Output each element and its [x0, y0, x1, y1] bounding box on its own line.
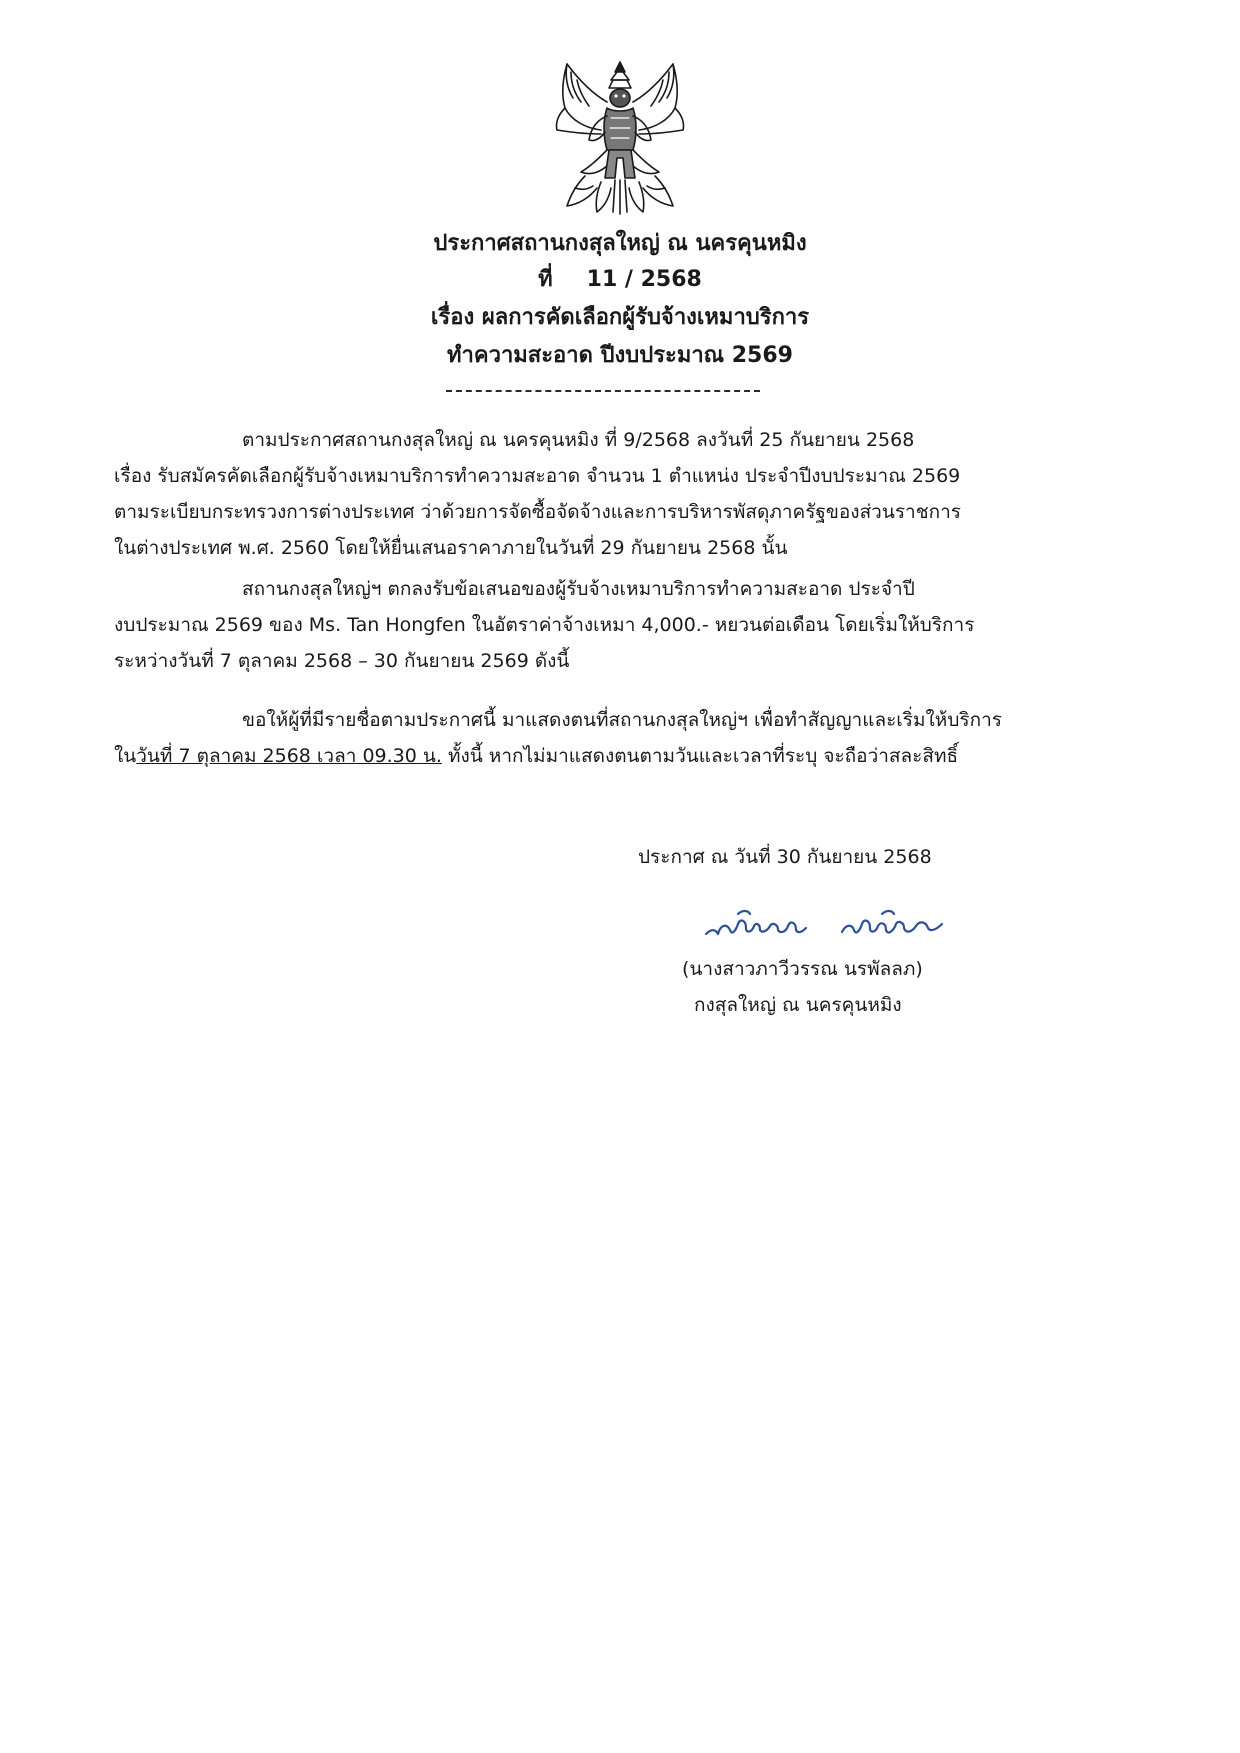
announcement-date: ประกาศ ณ วันที่ 30 กันยายน 2568 [638, 846, 932, 868]
paragraph-2-line-1: สถานกงสุลใหญ่ฯ ตกลงรับข้อเสนอของผู้รับจ้างเหมาบริการทำความสะอาด ประจำปี [242, 578, 915, 600]
paragraph-1-line-2: เรื่อง รับสมัครคัดเลือกผู้รับจ้างเหมาบริการทำความสะอาด จำนวน 1 ตำแหน่ง ประจำปีงบประมาณ 2569 [114, 465, 961, 487]
paragraph-1-line-1: ตามประกาศสถานกงสุลใหญ่ ณ นครคุนหมิง ที่ 9/2568 ลงวันที่ 25 กันยายน 2568 [242, 429, 915, 451]
number-label: ที่ [538, 267, 553, 292]
paragraph-3-line-1: ขอให้ผู้ที่มีรายชื่อตามประกาศนี้ มาแสดงตนที่สถานกงสุลใหญ่ฯ เพื่อทำสัญญาและเริ่มให้บริการ [242, 709, 1002, 731]
signatory-position: กงสุลใหญ่ ณ นครคุนหมิง [694, 994, 902, 1016]
appointment-datetime: วันที่ 7 ตุลาคม 2568 เวลา 09.30 น. [136, 745, 442, 767]
announcement-number [0, 262, 1240, 298]
heading-divider [446, 390, 760, 392]
announcement-subject-line-2: ทำความสะอาด ปีงบประมาณ 2569 [447, 343, 793, 368]
paragraph-2-line-3: ระหว่างวันที่ 7 ตุลาคม 2568 – 30 กันยายน 2569 ดังนี้ [114, 650, 570, 672]
number-value: 11 / 2568 [586, 267, 702, 292]
announcement-subject-line-1: เรื่อง ผลการคัดเลือกผู้รับจ้างเหมาบริการ [430, 305, 810, 330]
announcement-title: ประกาศสถานกงสุลใหญ่ ณ นครคุนหมิง [433, 231, 807, 256]
signatory-name: (นางสาวภาวีวรรณ นรพัลลภ) [682, 958, 923, 980]
paragraph-1-line-4: ในต่างประเทศ พ.ศ. 2560 โดยให้ยื่นเสนอราคาภายในวันที่ 29 กันยายน 2568 นั้น [114, 537, 788, 559]
handwritten-signature-image [702, 900, 946, 944]
garuda-emblem-icon [545, 58, 695, 216]
paragraph-3-line-2 [114, 741, 958, 771]
paragraph-3-prefix: ใน [114, 745, 137, 767]
paragraph-3-suffix: ทั้งนี้ หากไม่มาแสดงตนตามวันและเวลาที่ระบุ จะถือว่าสละสิทธิ์ [441, 745, 959, 767]
paragraph-1-line-3: ตามระเบียบกระทรวงการต่างประเทศ ว่าด้วยการจัดซื้อจัดจ้างและการบริหารพัสดุภาครัฐของส่วนราชการ [114, 501, 961, 523]
paragraph-2-line-2: งบประมาณ 2569 ของ Ms. Tan Hongfen ในอัตราค่าจ้างเหมา 4,000.- หยวนต่อเดือน โดยเริ่มให้บริการ [114, 614, 975, 636]
